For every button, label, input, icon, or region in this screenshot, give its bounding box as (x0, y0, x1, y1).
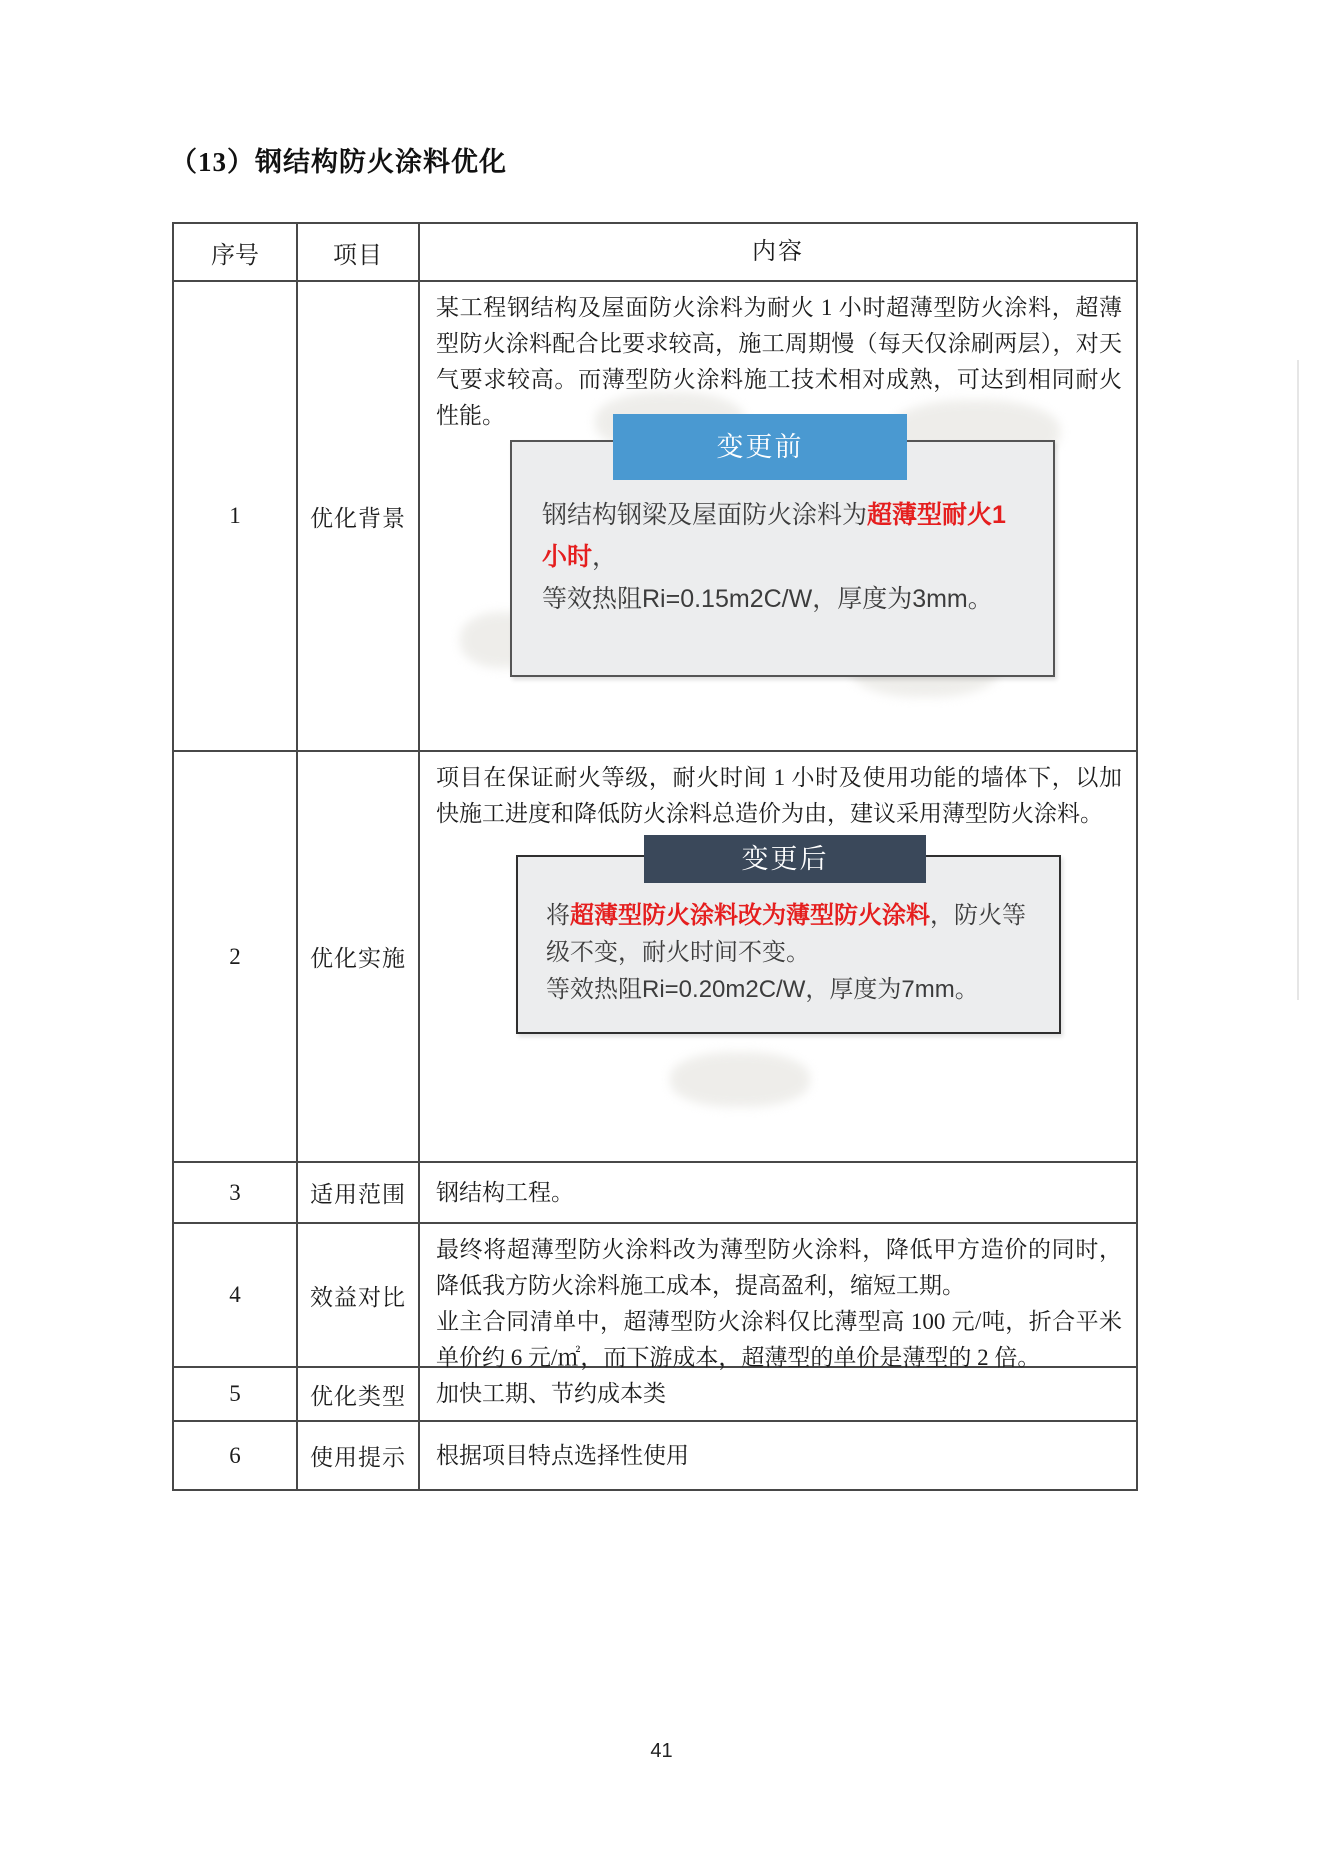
watermark-artifact (670, 1052, 810, 1107)
figure-text-line2: 等效热阻Ri=0.20m2C/W，厚度为7mm。 (546, 976, 979, 1003)
figure-text-highlight: 超薄型防火涂料改为薄型防火涂料 (570, 902, 930, 929)
table-row (174, 1368, 1136, 1422)
row-content-cell (420, 1368, 1136, 1420)
row-item-label: 使用提示 (298, 1422, 420, 1489)
row-content-cell (420, 1163, 1136, 1222)
optimization-table (172, 222, 1138, 1491)
row-no: 6 (174, 1422, 298, 1489)
row-no: 5 (174, 1368, 298, 1420)
page-number: 41 (650, 1740, 673, 1762)
row-content-cell (420, 752, 1136, 1161)
figure-text-suffix: ，防火等级不变，耐火时间不变。 (546, 902, 1026, 966)
table-row (174, 1163, 1136, 1224)
figure-text-prefix: 将 (546, 902, 570, 929)
figure-text-suffix: ， (592, 543, 618, 571)
row-no: 2 (174, 752, 298, 1161)
scan-artifact-line (1297, 360, 1299, 1000)
table-header-row (174, 224, 1136, 282)
column-header-no: 序号 (174, 224, 298, 280)
table-row (174, 1422, 1136, 1489)
figure-text-line2: 等效热阻Ri=0.15m2C/W，厚度为3mm。 (542, 585, 993, 613)
row-item-label: 优化实施 (298, 752, 420, 1161)
table-row (174, 752, 1136, 1163)
row-content-cell (420, 1224, 1136, 1370)
table-row (174, 1224, 1136, 1368)
row-paragraph: 根据项目特点选择性使用 (436, 1442, 689, 1468)
figure-text-highlight: 超薄型耐火1小时 (542, 501, 1006, 571)
figure-text-prefix: 钢结构钢梁及屋面防火涂料为 (542, 501, 868, 529)
row-content-cell (420, 1422, 1136, 1489)
figure-after-change (516, 844, 1061, 1034)
column-header-item: 项目 (298, 224, 420, 280)
table-row (174, 282, 1136, 752)
row-paragraph: 加快工期、节约成本类 (436, 1381, 666, 1406)
row-item-label: 效益对比 (298, 1224, 420, 1366)
row-content-cell (420, 282, 1136, 750)
row-no: 3 (174, 1163, 298, 1222)
row-paragraph: 钢结构工程。 (436, 1179, 574, 1205)
row-paragraph: 某工程钢结构及屋面防火涂料为耐火 1 小时超薄型防火涂料，超薄型防火涂料配合比要求较高，施工周期慢（每天仅涂刷两层），对天气要求较高。而薄型防火涂料施工技术相对成熟，可达到相同耐火性能。 (436, 295, 1122, 428)
row-no: 4 (174, 1224, 298, 1366)
figure-after-header: 变更后 (644, 835, 926, 883)
row-item-label: 适用范围 (298, 1163, 420, 1222)
column-header-content: 内容 (752, 239, 804, 265)
figure-before-change (510, 432, 1055, 677)
row-paragraph-2: 业主合同清单中，超薄型防火涂料仅比薄型高 100 元/吨，折合平米单价约 6 元/㎡，而下游成本，超薄型的单价是薄型的 2 倍。 (436, 1309, 1122, 1370)
row-no: 1 (174, 282, 298, 750)
section-heading: （13）钢结构防火涂料优化 (170, 147, 507, 177)
row-paragraph: 最终将超薄型防火涂料改为薄型防火涂料，降低甲方造价的同时，降低我方防火涂料施工成本，提高盈利，缩短工期。 (436, 1237, 1122, 1298)
row-item-label: 优化类型 (298, 1368, 420, 1420)
row-item-label: 优化背景 (298, 282, 420, 750)
row-paragraph: 项目在保证耐火等级，耐火时间 1 小时及使用功能的墙体下，以加快施工进度和降低防火涂料总造价为由，建议采用薄型防火涂料。 (436, 765, 1122, 826)
figure-before-header: 变更前 (613, 414, 907, 480)
